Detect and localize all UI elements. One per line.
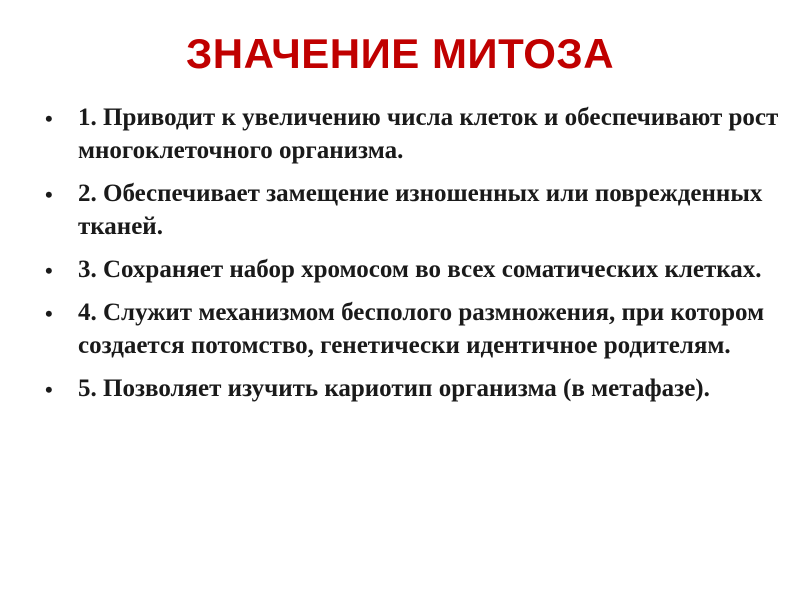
bullet-list	[40, 101, 780, 415]
bullet-dot-icon: •	[45, 301, 53, 326]
bullet-text: 3. Сохраняет набор хромосом во всех соматических клетках.	[78, 256, 762, 283]
bullet-dot-icon: •	[45, 377, 53, 402]
bullet-text: 2. Обеспечивает замещение изношенных или поврежденных тканей.	[78, 180, 763, 240]
bullet-text: 1. Приводит к увеличению числа клеток и обеспечивают рост многоклеточного организма.	[78, 104, 779, 164]
bullet-dot-icon: •	[45, 258, 53, 283]
bullet-item-4	[40, 296, 780, 362]
bullet-item-5	[40, 372, 780, 405]
bullet-text: 4. Служит механизмом бесполого размножения, при котором создается потомство, генетически идентичное родителям.	[78, 299, 765, 359]
bullet-item-1	[40, 101, 780, 167]
slide-title: ЗНАЧЕНИЕ МИТОЗА	[185, 30, 615, 77]
bullet-dot-icon: •	[45, 106, 53, 131]
bullet-dot-icon: •	[45, 182, 53, 207]
bullet-text: 5. Позволяет изучить кариотип организма (в метафазе).	[78, 375, 710, 402]
bullet-item-2	[40, 177, 780, 243]
bullet-item-3	[40, 253, 780, 286]
